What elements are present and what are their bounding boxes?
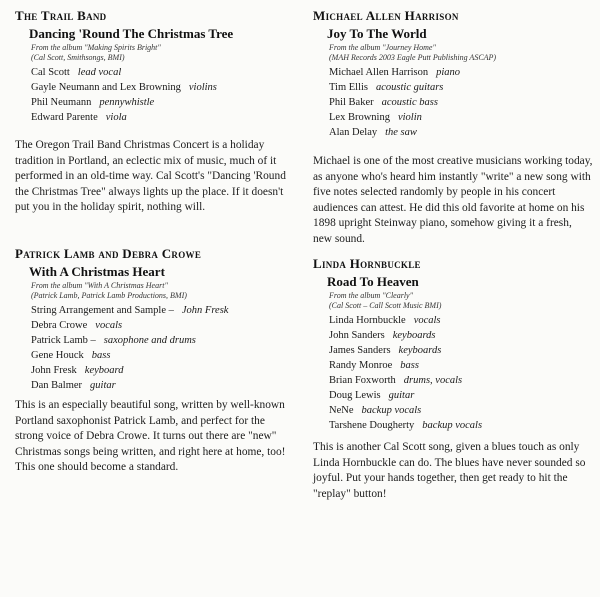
musician-list	[31, 65, 295, 125]
description-paragraph: The Oregon Trail Band Christmas Concert is a holiday tradition in Portland, an eclectic mix of music, much of it performed in an old-time way. Cal Scott's "Dancing 'Round the Christmas Tree" always lights up the place. If it doesn't put you in the holiday spirit, nothing will.	[15, 139, 286, 214]
artist-name: The Trail Band	[15, 8, 107, 23]
album-note: From the album "Journey Home"	[329, 43, 436, 52]
section-lamb-crowe	[15, 246, 295, 393]
musician: Phil Neumann pennywhistle	[31, 97, 155, 108]
musician: Debra Crowe vocals	[31, 320, 123, 331]
musician: Linda Hornbuckle vocals	[329, 315, 441, 326]
musician: Tim Ellis acoustic guitars	[329, 82, 444, 93]
song-title: Dancing 'Round The Christmas Tree	[29, 26, 234, 41]
musician: Phil Baker acoustic bass	[329, 97, 438, 108]
musician: Gene Houck bass	[31, 350, 111, 361]
song-title: Joy To The World	[327, 26, 427, 41]
musician: Randy Monroe bass	[329, 360, 419, 371]
musician-list	[329, 313, 593, 433]
artist-name: Linda Hornbuckle	[313, 256, 421, 271]
description-paragraph: This is another Cal Scott song, given a blues touch as only Linda Hornbuckle can do. The blues have never sounded so joyful. Put your hands together, then get ready to hit the "replay" button!	[313, 441, 586, 500]
album-note: From the album "Clearly"	[329, 291, 413, 300]
publisher-credit: (Patrick Lamb, Patrick Lamb Productions, BMI)	[31, 291, 187, 300]
musician: John Sanders keyboards	[329, 330, 436, 341]
song-title: With A Christmas Heart	[29, 264, 165, 279]
section-hornbuckle	[313, 256, 593, 433]
musician: Alan Delay the saw	[329, 127, 417, 138]
musician: Tarshene Dougherty backup vocals	[329, 420, 483, 431]
publisher-credit: (Cal Scott, Smithsongs, BMI)	[31, 53, 125, 62]
artist-name: Patrick Lamb and Debra Crowe	[15, 246, 202, 261]
musician: Edward Parente viola	[31, 112, 127, 123]
album-note: From the album "Making Spirits Bright"	[31, 43, 161, 52]
musician: Gayle Neumann and Lex Browning violins	[31, 82, 217, 93]
musician: Lex Browning violin	[329, 112, 422, 123]
section-trail-band	[15, 8, 295, 125]
song-title: Road To Heaven	[327, 274, 419, 289]
publisher-credit: (Cal Scott – Call Scott Music BMI)	[329, 301, 442, 310]
musician: John Fresk keyboard	[31, 365, 124, 376]
musician: James Sanders keyboards	[329, 345, 442, 356]
musician: Michael Allen Harrison piano	[329, 67, 461, 78]
musician-list	[31, 303, 295, 393]
artist-name: Michael Allen Harrison	[313, 8, 459, 23]
musician: NeNe backup vocals	[329, 405, 422, 416]
section-harrison	[313, 8, 593, 140]
musician: Brian Foxworth drums, vocals	[329, 375, 463, 386]
musician-list	[329, 65, 593, 140]
musician: Cal Scott lead vocal	[31, 67, 122, 78]
musician: String Arrangement and Sample – John Fresk	[31, 305, 229, 316]
description-paragraph: Michael is one of the most creative musicians working today, as anyone who's heard him instantly "write" a new song with five notes selected randomly by people in his concert audiences can attest. He did this old favorite at home on his 1898 upright Steinway piano, somehow giving it a fresh, new sound.	[313, 155, 593, 245]
musician: Patrick Lamb – saxophone and drums	[31, 335, 196, 346]
publisher-credit: (MAH Records 2003 Eagle Putt Publishing ASCAP)	[329, 53, 497, 62]
album-note: From the album "With A Christmas Heart"	[31, 281, 168, 290]
musician: Doug Lewis guitar	[329, 390, 415, 401]
description-paragraph: This is an especially beautiful song, written by well-known Portland saxophonist Patrick Lamb, and perfect for the strong voice of Debra Crowe. It turns out there are "new" Christmas songs being written, and right here at home, too! This one should become a standard.	[15, 399, 286, 474]
musician: Dan Balmer guitar	[31, 380, 116, 391]
